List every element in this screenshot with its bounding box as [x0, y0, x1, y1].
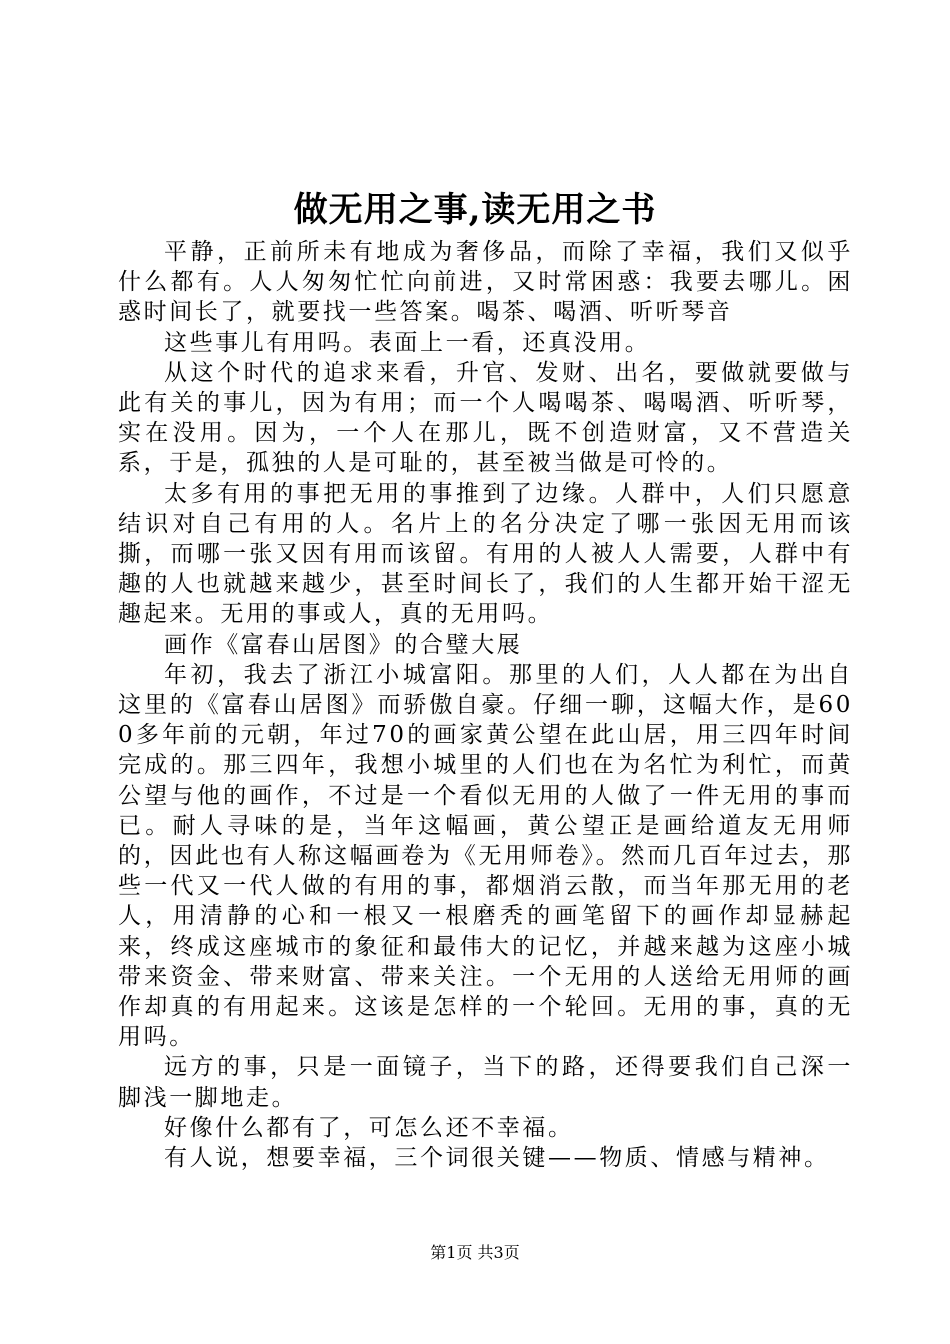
paragraph: 画作《富春山居图》的合璧大展 [164, 631, 523, 658]
paragraph: 远方的事，只是一面镜子，当下的路，还得要我们自己深一脚浅一脚地走。 [118, 1054, 853, 1111]
paragraph: 这些事儿有用吗。表面上一看，还真没用。 [164, 329, 651, 356]
page-number-footer: 第1页 共3页 [430, 1243, 520, 1262]
paragraph: 太多有用的事把无用的事推到了边缘。人群中，人们只愿意结识对自己有用的人。名片上的名分决定了哪一张因无用而该撕，而哪一张又因有用而该留。有用的人被人人需要，人群中有趣的人也就越来越少，甚至时间长了，我们的人生都开始干涩无趣起来。无用的事或人，真的无用吗。 [118, 480, 853, 628]
paragraph: 平静，正前所未有地成为奢侈品，而除了幸福，我们又似乎什么都有。人人匆匆忙忙向前进，又时常困惑：我要去哪儿。困惑时间长了，就要找一些答案。喝茶、喝酒、听听琴音 [118, 239, 853, 326]
paragraph: 从这个时代的追求来看，升官、发财、出名，要做就要做与此有关的事儿，因为有用；而一个人喝喝茶、喝喝酒、听听琴，实在没用。因为，一个人在那儿，既不创造财富，又不营造关系，于是，孤独的人是可耻的，甚至被当做是可怜的。 [118, 359, 853, 477]
document-body [118, 237, 853, 1173]
paragraph: 有人说，想要幸福，三个词很关键——物质、情感与精神。 [164, 1145, 830, 1172]
document-title: 做无用之事,读无用之书 [293, 190, 657, 230]
paragraph: 好像什么都有了，可怎么还不幸福。 [164, 1114, 574, 1141]
paragraph: 年初，我去了浙江小城富阳。那里的人们，人人都在为出自这里的《富春山居图》而骄傲自豪。仔细一聊，这幅大作，是600多年前的元朝，年过70的画家黄公望在此山居，用三四年时间完成的。那三四年，我想小城里的人们也在为名忙为利忙，而黄公望与他的画作，不过是一个看似无用的人做了一件无用的事而已。耐人寻味的是，当年这幅画，黄公望正是画给道友无用师的，因此也有人称这幅画卷为《无用师卷》。然而几百年过去，那些一代又一代人做的有用的事，都烟消云散，而当年那无用的老人，用清静的心和一根又一根磨秃的画笔留下的画作却显赫起来，终成这座城市的象征和最伟大的记忆，并越来越为这座小城带来资金、带来财富、带来关注。一个无用的人送给无用师的画作却真的有用起来。这该是怎样的一个轮回。无用的事，真的无用吗。 [118, 661, 853, 1051]
